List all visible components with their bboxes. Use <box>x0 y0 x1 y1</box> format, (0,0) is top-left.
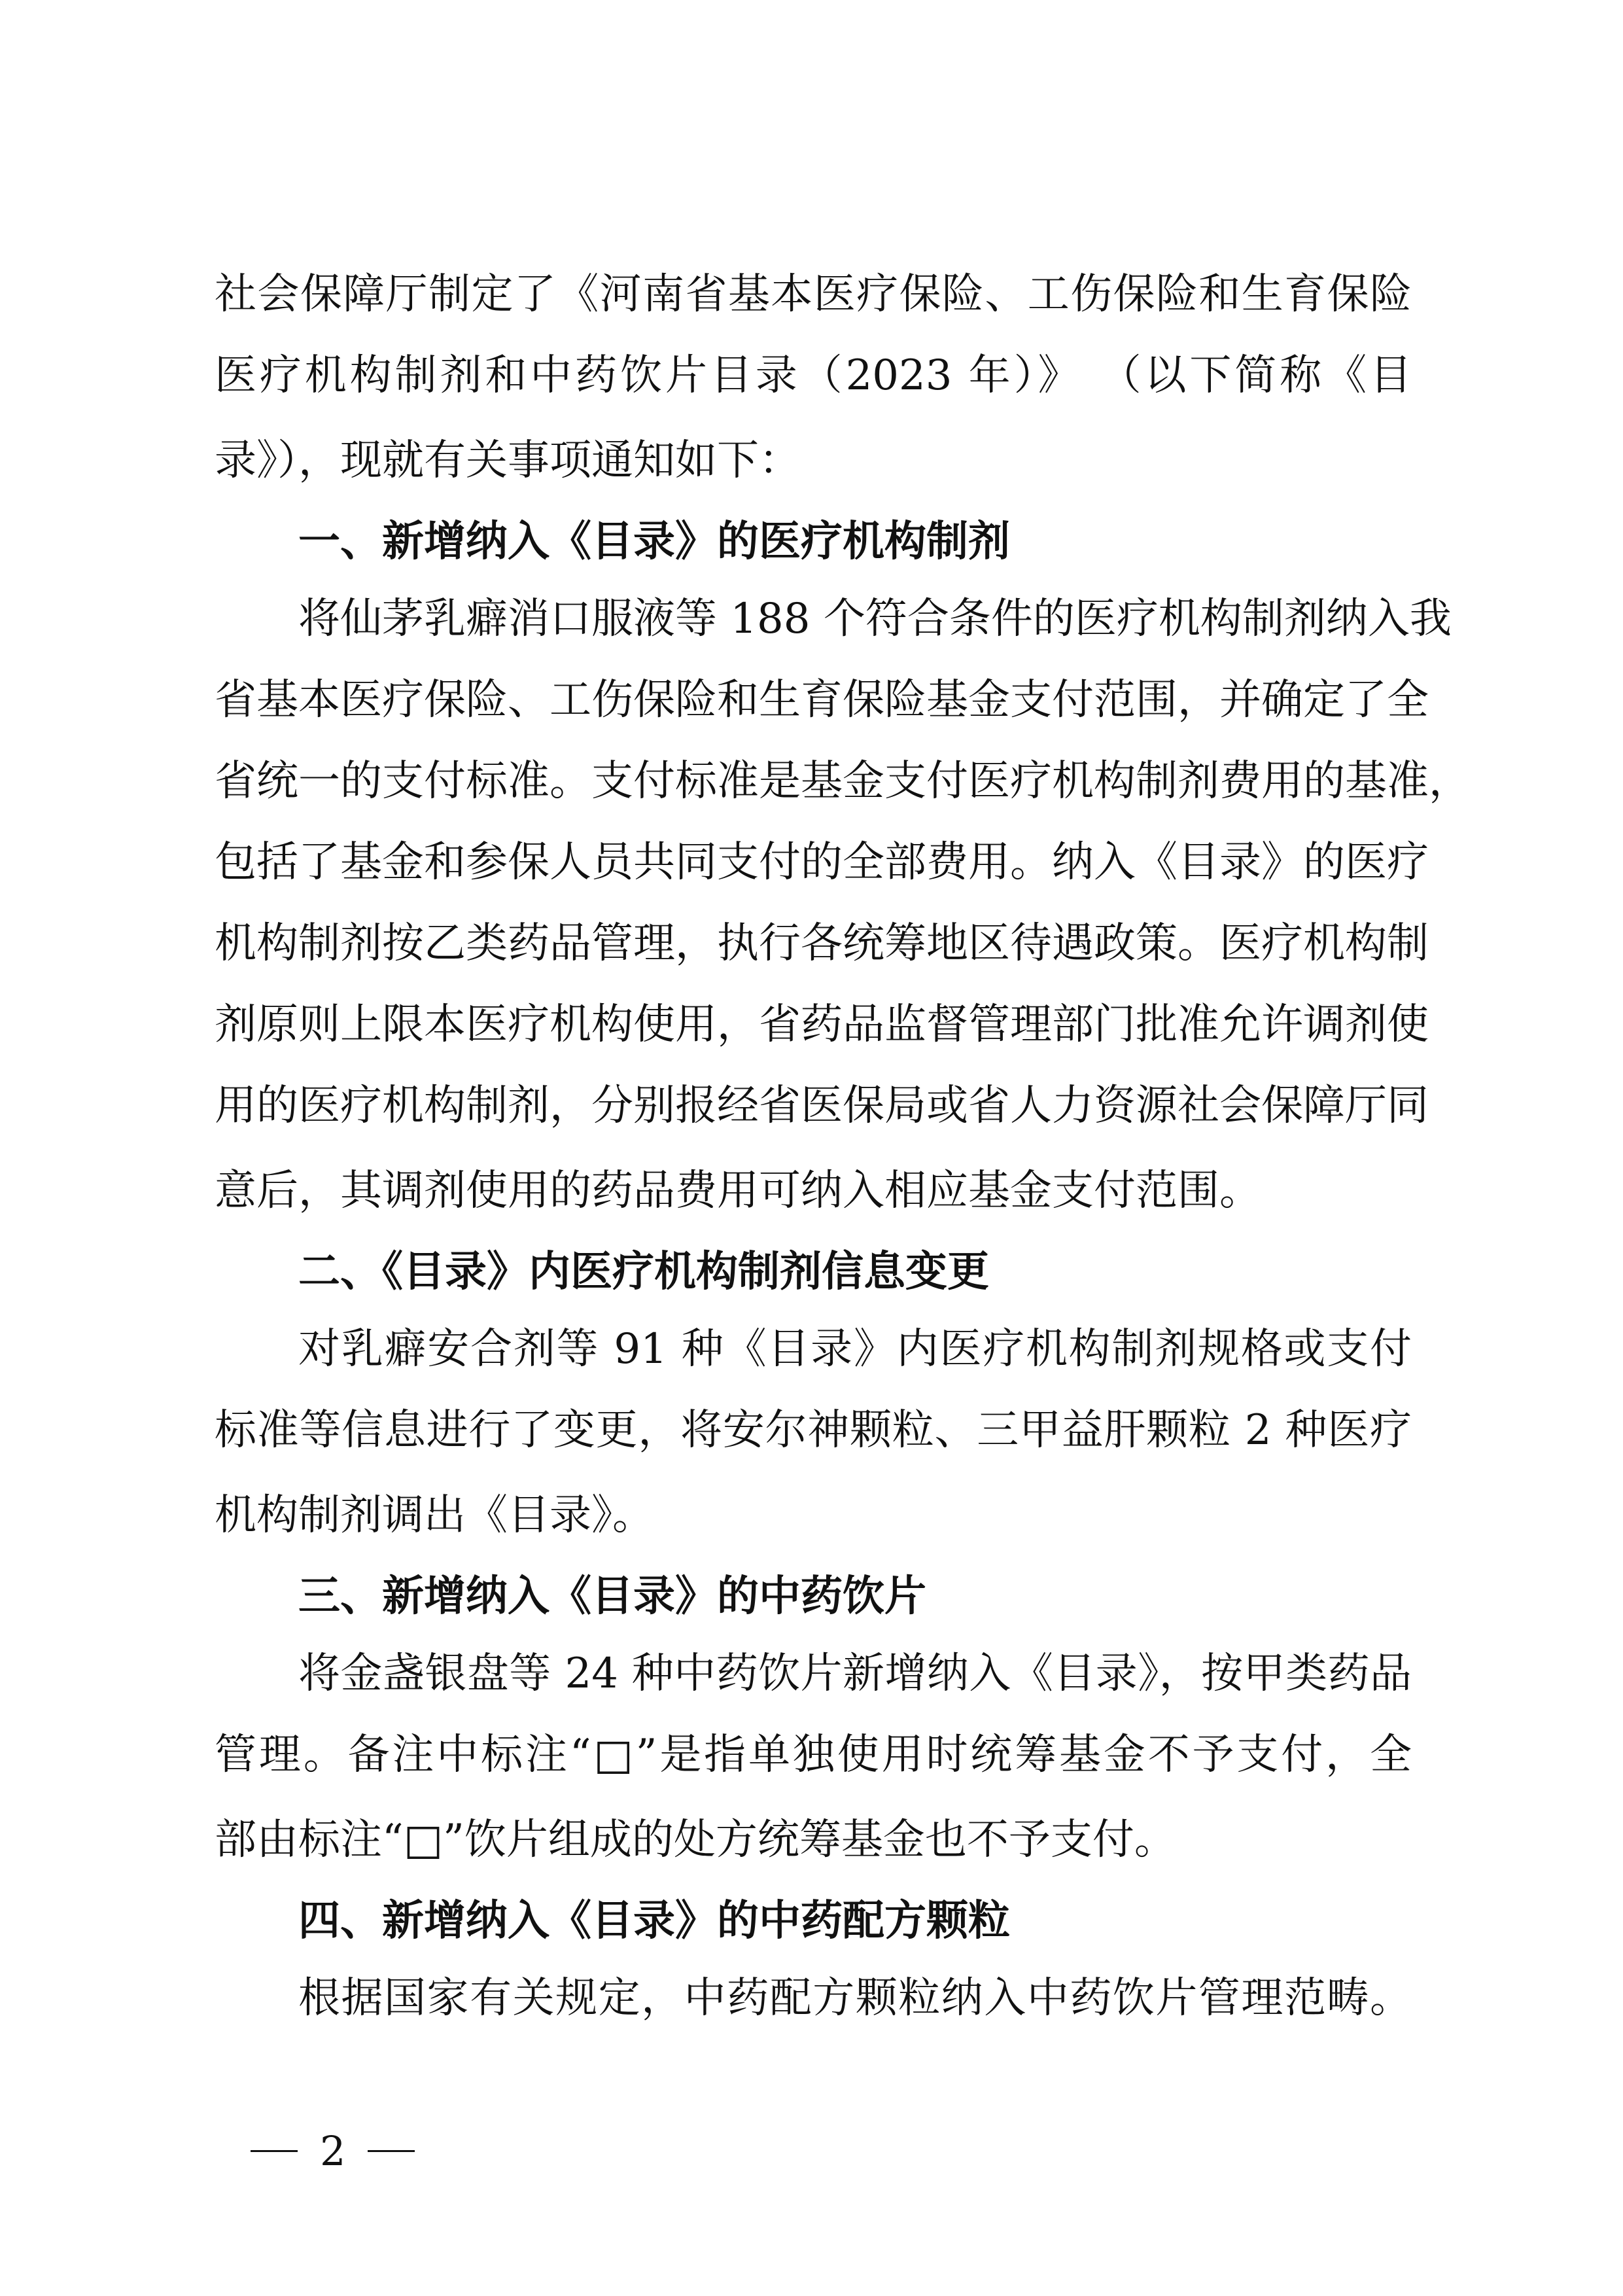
document-body <box>215 254 1471 2039</box>
paragraph-line-wrap <box>215 578 1452 660</box>
paragraph-line-wrap <box>215 1714 1412 1795</box>
text-line: 省基本医疗保险、工伤保险和生育保险基金支付范围，并确定了全 <box>215 676 1429 724</box>
text-line: 剂原则上限本医疗机构使用，省药品监督管理部门批准允许调剂使 <box>215 1000 1429 1049</box>
text-line: 意后，其调剂使用的药品费用可纳入相应基金支付范围。 <box>215 1167 1261 1215</box>
text-line: 机构制剂按乙类药品管理，执行各统筹地区待遇政策。医疗机构制 <box>215 919 1429 968</box>
page-number: 2 <box>320 2127 346 2175</box>
paragraph-line-wrap <box>215 1390 1412 1471</box>
footer-dash-right <box>368 2150 415 2152</box>
section-heading: 二、《目录》内医疗机构制剂信息变更 <box>298 1248 989 1296</box>
section-heading: 三、新增纳入《目录》的中药饮片 <box>298 1572 926 1621</box>
paragraph-line-wrap <box>215 1633 1412 1714</box>
intro-paragraph <box>215 254 1412 335</box>
text-line: 将金盏银盘等 24 种中药饮片新增纳入《目录》，按甲类药品 <box>298 1650 1412 1698</box>
text-line: 机构制剂调出《目录》。 <box>215 1491 654 1540</box>
intro-line-wrap <box>215 335 1412 416</box>
paragraph-line-wrap <box>215 1146 1412 1227</box>
text-line: 部由标注“□”饮片组成的处方统筹基金也不予支付。 <box>215 1816 1176 1864</box>
text-line: 社会保障厅制定了《河南省基本医疗保险、工伤保险和生育保险 <box>215 270 1412 319</box>
section-heading: 四、新增纳入《目录》的中药配方颗粒 <box>298 1897 1010 1945</box>
paragraph-line-wrap <box>215 1309 1412 1390</box>
paragraph-line-wrap <box>215 1471 1412 1552</box>
paragraph-line-wrap <box>215 741 1471 822</box>
text-line: 对乳癖安合剂等 91 种《目录》内医疗机构制剂规格或支付 <box>298 1325 1412 1373</box>
page-footer <box>251 2121 415 2180</box>
text-line: 管理。备注中标注“□”是指单独使用时统筹基金不予支付，全 <box>215 1731 1412 1779</box>
paragraph-line-wrap <box>215 1958 1412 2039</box>
paragraph-line-wrap <box>215 1795 1412 1877</box>
text-line: 将仙茅乳癖消口服液等 188 个符合条件的医疗机构制剂纳入我 <box>298 595 1452 643</box>
text-line: 用的医疗机构制剂，分别报经省医保局或省人力资源社会保障厅同 <box>215 1082 1429 1130</box>
text-line: 省统一的支付标准。支付标准是基金支付医疗机构制剂费用的基准， <box>215 757 1471 805</box>
paragraph-line-wrap <box>215 1065 1429 1146</box>
section-heading: 一、新增纳入《目录》的医疗机构制剂 <box>298 518 1010 566</box>
paragraph-line-wrap <box>215 660 1429 741</box>
paragraph-line-wrap <box>215 903 1429 984</box>
text-line: 标准等信息进行了变更，将安尔神颗粒、三甲益肝颗粒 2 种医疗 <box>215 1406 1412 1455</box>
text-line: 录》），现就有关事项通知如下： <box>215 436 801 485</box>
text-line: 包括了基金和参保人员共同支付的全部费用。纳入《目录》的医疗 <box>215 838 1429 887</box>
footer-dash-left <box>251 2150 298 2152</box>
intro-line-wrap <box>215 416 1412 497</box>
paragraph-line-wrap <box>215 822 1429 903</box>
text-line: 医疗机构制剂和中药饮片目录（2023 年）》 （以下简称《目 <box>215 351 1412 400</box>
paragraph-line-wrap <box>215 984 1429 1065</box>
text-line: 根据国家有关规定，中药配方颗粒纳入中药饮片管理范畴。 <box>298 1974 1412 2022</box>
